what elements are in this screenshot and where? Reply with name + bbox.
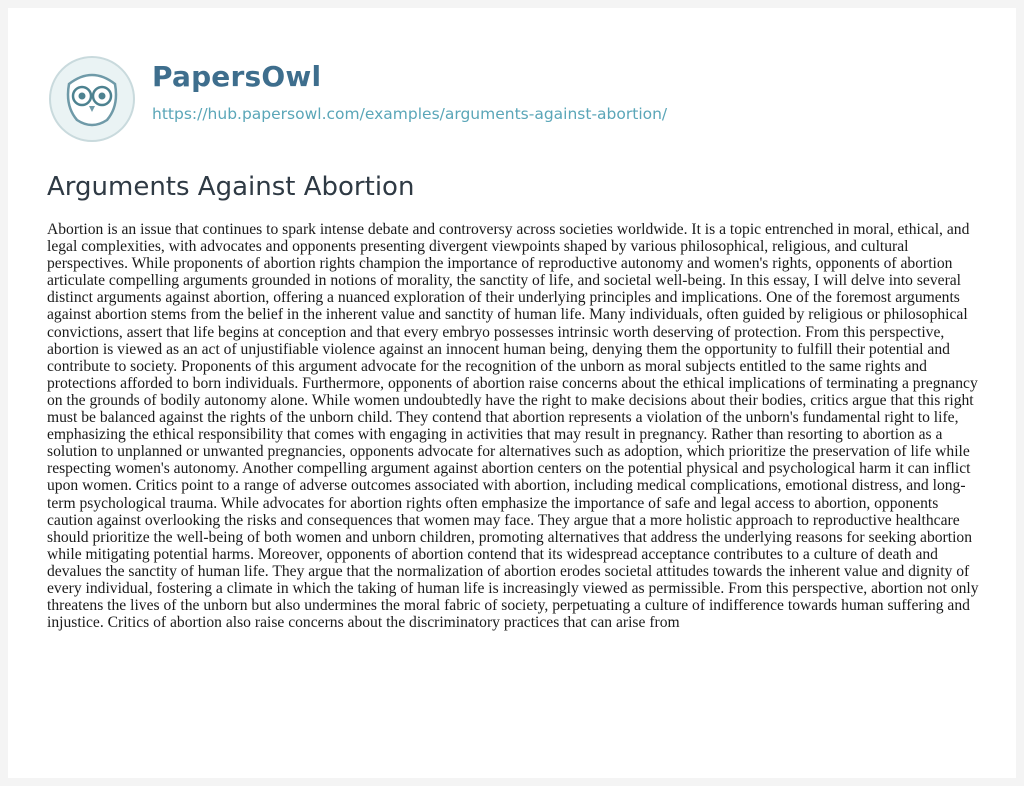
source-url-link[interactable]: https://hub.papersowl.com/examples/arguments-against-abortion/: [152, 105, 668, 123]
owl-logo-icon: [47, 54, 137, 144]
brand-name: PapersOwl: [152, 60, 322, 93]
document-title: Arguments Against Abortion: [47, 172, 415, 202]
document-body: Abortion is an issue that continues to spark intense debate and controversy across societies worldwide. It is a topic entrenched in moral, ethical, and legal complexities, with advocates and opponents presenting divergent viewpoints shaped by various philosophical, religious, and cultural perspectives. While proponents of abortion rights champion the importance of reproductive autonomy and women's rights, opponents of abortion articulate compelling arguments grounded in notions of morality, the sanctity of life, and societal well-being. In this essay, I will delve into several distinct arguments against abortion, offering a nuanced exploration of their underlying principles and implications. One of the foremost arguments against abortion stems from the belief in the inherent value and sanctity of human life. Many individuals, often guided by religious or philosophical convictions, assert that life begins at conception and that every embryo possesses intrinsic worth deserving of protection. From this perspective, abortion is viewed as an act of unjustifiable violence against an innocent human being, denying them the opportunity to fulfill their potential and contribute to society. Proponents of this argument advocate for the recognition of the unborn as moral subjects entitled to the same rights and protections afforded to born individuals. Furthermore, opponents of abortion raise concerns about the ethical implications of terminating a pregnancy on the grounds of bodily autonomy alone. While women undoubtedly have the right to make decisions about their bodies, critics argue that this right must be balanced against the rights of the unborn child. They contend that abortion represents a violation of the unborn's fundamental right to life, emphasizing the ethical responsibility that comes with engaging in activities that may result in pregnancy. Rather than resorting to abortion as a solution to unplanned or unwanted pregnancies, opponents advocate for alternatives such as adoption, which prioritize the preservation of life while respecting women's autonomy. Another compelling argument against abortion centers on the potential physical and psychological harm it can inflict upon women. Critics point to a range of adverse outcomes associated with abortion, including medical complications, emotional distress, and long-term psychological trauma. While advocates for abortion rights often emphasize the importance of safe and legal access to abortion, opponents caution against overlooking the risks and consequences that women may face. They argue that a more holistic approach to reproductive healthcare should prioritize the well-being of both women and unborn children, promoting alternatives that address the underlying reasons for seeking abortion while mitigating potential harms. Moreover, opponents of abortion contend that its widespread acceptance contributes to a culture of death and devalues the sanctity of human life. They argue that the normalization of abortion erodes societal attitudes towards the inherent value and dignity of every individual, fostering a climate in which the taking of human life is increasingly viewed as permissible. From this perspective, abortion not only threatens the lives of the unborn but also undermines the moral fabric of society, perpetuating a culture of indifference towards human suffering and injustice. Critics of abortion also raise concerns about the discriminatory practices that can arise from: [47, 221, 979, 632]
